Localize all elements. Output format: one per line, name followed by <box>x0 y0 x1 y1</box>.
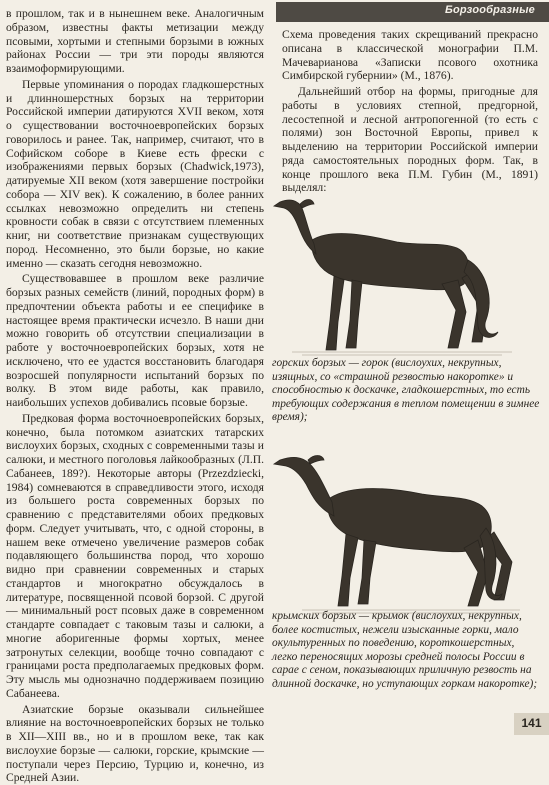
paragraph: Предковая форма восточноевропейских борзых, конечно, была потомком азиатских татарских вислоухих борзых, сходных с современными тазы и салюки, и местного поголовья лайкообразных (Л.П. Сабанеев, 189?). Некоторые авторы (Przezdziecki, 1984) сомневаются в справедливости этого, исходя из большего роста современных борзых по сравнению с представителями обоих предковых форм. Следует учитывать, что, с одной стороны, в нашем веке отмечено увеличение размеров собак подавляющего большинства пород, что хорошо видно при сравнении современных и старых стандартов и многократно обсуждалось в литературе, посвященной псовой борзой. С другой — минимальный рост псовых даже в современном стандарте совпадает с таковым тазы и салюки, а многие аборигенные формы хортых, менее затронутых селекции, вообще точно совпадают с границами роста предполагаемых предковых форм. Эту мысль мы однозначно поддерживаем позицию Сабанеева. <box>6 412 264 701</box>
section-header-bar <box>276 2 549 22</box>
paragraph: Схема проведения таких скрещиваний прекрасно описана в классической монографии П.М. Мачеварианова «Записки псового охотника Симбирской губернии» (М., 1876). <box>282 28 538 83</box>
gorskaya-borzoi-illustration <box>272 180 524 358</box>
first-illustration-caption: горских борзых — горок (вислоухих, некрупных, изящных, со «страшной резвостью накоротке» и способностью к доскачке, гладкошерстных, то есть требующих содержания в теплом помещении в зимнее время); <box>272 357 542 425</box>
second-illustration-caption: крымских борзых — крымок (вислоухих, некрупных, более костистых, нежели изысканные горки, мало окультуренных по поведению, короткошерстных, легко переносящих морозы средней полосы России в сарае с сеном, показывающих приличную резвость на длинной доскачке, но уступающих горкам накоротке); <box>272 610 542 691</box>
paragraph: Первые упоминания о породах гладкошерстных и длинношерстных борзых на территории Российской империи датируются XVII веком, хотя о существовании восточноевропейских борзых говорилось и ранее. Так, например, считают, что в Софийском соборе в Киеве есть фрески с изображениями первых борзых (Chadwick,1973), датируемые XII веком (хотя завершение постройки собора — XIV век). К сожалению, в более ранних ссылках невозможно определить ни степень кровности собак в связи с отсутствием племенных книг, ни соответствие признакам существующих пород. Несомненно, это были борзые, но какие именно — сказать сегодня невозможно. <box>6 78 264 271</box>
left-text-column <box>6 7 264 785</box>
krymskaya-borzoi-illustration <box>272 440 524 616</box>
paragraph: Существовавшее в прошлом веке различие борзых разных семейств (линий, породных форм) в предпочтении объекта работы и ее специфике в настоящее время практически исчезло. В наши дни можно говорить об отсутствии специализации в работе у восточноевропейских борзых, хотя не исключено, что ее удастся восстановить благодаря возросшей популярности испытаний борзых по волку. В этом виде работы, как правило, наибольших успехов добивались псовые борзые. <box>6 272 264 410</box>
page-number-box <box>514 713 549 735</box>
section-title: Борзообразные <box>445 4 535 16</box>
paragraph: Дальнейший отбор на формы, пригодные для работы в условиях степной, предгорной, лесостепной и лесной антропогенной (то есть с полями) зон Восточной Европы, привел к выделению на территории Российской империи ряда самостоятельных породных форм. Так, в конце прошлого века П.М. Губин (М., 1891) выделял: <box>282 85 538 195</box>
paragraph: в прошлом, так и в нынешнем веке. Аналогичным образом, известны факты метизации между псовыми, хортыми и степными борзыми в южных районах России — три эти породы являются взаимоформирующими. <box>6 7 264 76</box>
paragraph: Азиатские борзые оказывали сильнейшее влияние на восточноевропейских борзых не только в XII—XIII вв., но и в прошлом веке, так как вислоухие борзые — салюки, горские, крымские — поступали через Персию, Турцию и, конечно, из Средней Азии. <box>6 703 264 785</box>
page-number: 141 <box>514 716 549 730</box>
right-text-column <box>282 28 538 195</box>
